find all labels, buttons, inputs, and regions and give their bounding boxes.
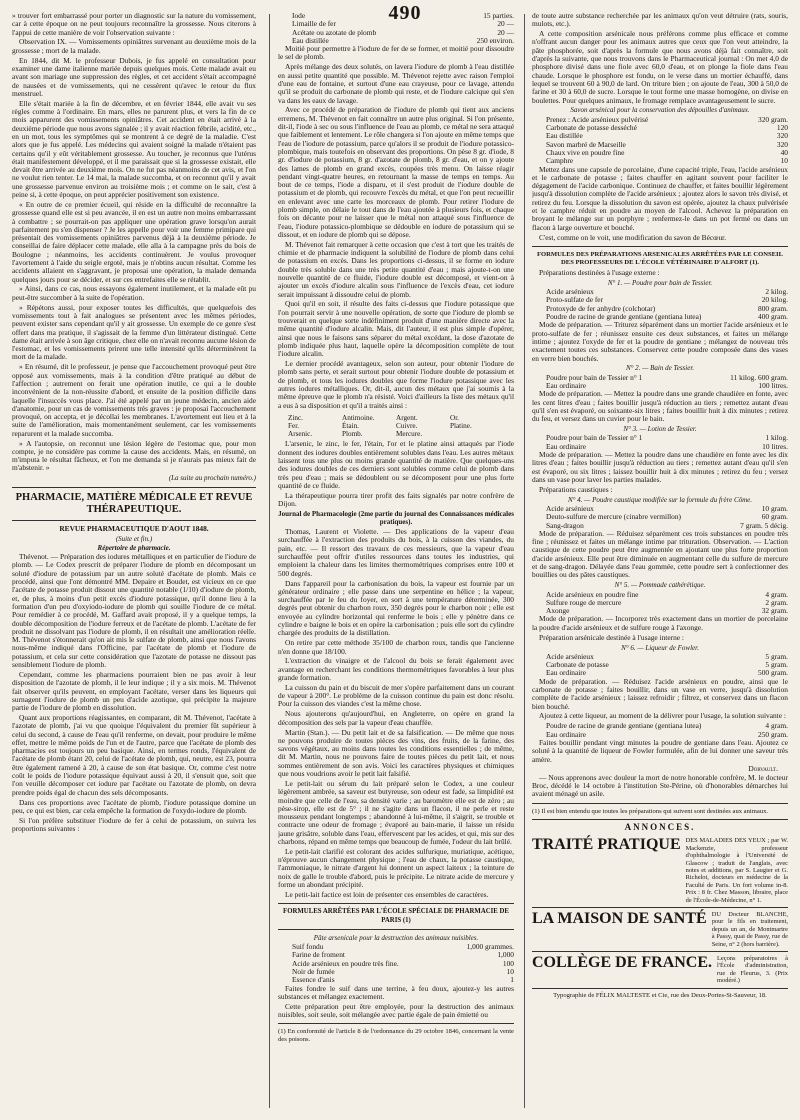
printer-line: Typographie de FÉLIX MALTESTE et Cie, rue des Deux-Portes-St-Sauveur, 18. — [553, 991, 767, 999]
recipe-line: Axonge 32 gram. — [546, 606, 788, 616]
paragraph: La thérapeutique pourra tirer profit des faits signalés par notre confrère de Dijon. — [278, 490, 514, 509]
paragraph: Le dernier procédé avantageux, selon son auteur, pour obtenir l'iodure de plomb sans perte, et serait surtout pour obtenir l'iodure double de potassium et de plomb, et tous les iodures doubles que forme l'iodure potassique avec les autres iodures métalliques. Or, dit-il, aucun des métaux que j'ai soumis à la même épreuve que le plomb n'a résisté. Voici d'ailleurs la liste des métaux qu'il a eus à sa disposition et qu'il a traités ainsi : — [278, 359, 514, 410]
recipe-line: Eau ordinaire 10 litres. — [546, 441, 788, 451]
metal-item: Or. — [450, 413, 459, 422]
paragraph: Elle s'était mariée à la fin de décembre, et en février 1844, elle avait vu ses règles comme à l'ordinaire. En mars, elles ne parurent plus, et vers la fin de ce mois apparurent des vomissements opiniâtres. Cet accident en était arrivé à la deuxième période que nous avons signalée ; il y avait réaction fébrile, acidité, etc., en un mot, tous les symptômes qui se montrent à ce degré de la maladie. C'est alors que je fus appelé. Les médecins qui avaient soigné la malade n'étaient pas certains qu'il y eût véritablement grossesse. Au toucher, je reconnus que l'utérus était manifestement développé, et il me paraissait que si la grossesse existait, elle devait être arrivée au deuxième mois. On ne fut pas néanmoins de cet avis, et l'on ne voulut rien tenter. Le 14 mai, la malade succomba, et on reconnut qu'il y avait une grossesse parvenue environ au troisième mois ; et comme on le sait, c'est à peine si, à cette époque, on peut apprécier positivement son existence. — [12, 98, 256, 200]
divider — [278, 1023, 514, 1024]
repertoire-heading: Répertoire de pharmacie. — [97, 543, 171, 552]
revue-title: REVUE PHARMACEUTIQUE D'AOUT 1848. — [59, 523, 209, 533]
recipe-line: Carbonate de potasse desséché 120 — [546, 123, 788, 133]
paragraph: La cuisson du pain et du biscuit de mer s'opère parfaitement dans un courant de vapeur à 200°. Le problème de la cuisson continue du pain est donc résolu. Pour la cuisson des viandes c'est la même chose. — [278, 682, 514, 709]
paragraph: Avec ce procédé de préparation de l'iodure de plomb qui tient aux anciens erremens, M. Thévenot en fait connaître un autre plus original. Si l'on présente, dit-il, l'iode à sec ou sous l'influence de l'eau au plomb, ce métal ne sera attaqué que faiblement et lentement. Le rôle changera si l'on ajoute en même temps que l'eau de l'iodure de potassium, parce qu'alors il se produit de l'iodure potassico-plombique, mais toutefois en observant des proportions. On pèse 8 gr. d'iode, 8 gr. d'iodure de potassium, 8 gr. d'azotate de plomb, 8 gr. d'eau, et on y ajoute des lames de plomb en grand excès, coupées très menu. On laisse réagir pendant vingt-quatre heures, en retournant la masse de temps en temps. Au bout de ce temps, l'iode a disparu, et il s'est produit de l'iodure double de potassium et de plomb, qui recouvre l'excès du métal, et que l'on peut recueillir en enlevant avec une carte les morceaux de plomb. Pour retirer l'iodure de plomb simple, on délaie le tout dans de l'eau ajoutée à plusieurs fois, et chaque fois on décante pour ne laisser que le métal non attaqué sous l'influence de l'eau, l'iodure potassico-plombique se dédouble en iodure de potassium qui se dissout, et en iodure de plomb qui se dépose. — [278, 105, 514, 239]
paragraph: Mode de préparation. — Incorporez très exactement dans un mortier de porcelaine la poudre d'acide arsénieux et de sulfure rouge à l'axonge. — [532, 614, 788, 632]
paragraph: de toute autre substance recherchée par les animaux qu'on veut détruire (rats, souris, mulots, etc.). — [532, 12, 788, 29]
recipe-savon — [532, 116, 788, 166]
column-middle — [278, 12, 514, 1108]
revue-subtitle: (Suite et fin.) — [115, 534, 153, 543]
ad-traite — [532, 834, 788, 908]
recipe-line: Poudre de racine de grande gentiane (gentiana lutea) 400 gram. — [546, 312, 788, 322]
paragraph: L'extraction du vinaigre et de l'alcool du bois se ferait également avec avantage en recherchant les conditions thermométriques favorables à leur plus grande formation. — [278, 656, 514, 682]
paragraph: Nous ajouterons qu'aujourd'hui, en Angleterre, on opère en grand la décomposition des sels par la vapeur d'eau chauffée. — [278, 709, 514, 727]
metal-item: Mercure. — [396, 430, 423, 439]
continued-note: (La suite au prochain numéro.) — [168, 474, 256, 483]
recipe-line: Poudre pour bain de Tessier n° 1 11 kilog. 600 gram. — [546, 372, 788, 382]
paragraph: Quoi qu'il en soit, il résulte des faits ci-dessus que l'iodure potassique que l'on pourrait servir à une nouvelle opération, de sorte que l'iodure de plomb se trouverait en quelque sorte indéfiniment produit d'une manière directe avec la même quantité d'iodure alcalin. Mais, dit l'auteur, il est plus simple d'opérer, ainsi que nous le faisons sans séparer du métal excédant, la dose d'azotate de plomb indiquée plus haut, laquelle opère la décomposition complète de tout l'iodure alcalin. — [278, 299, 514, 359]
recipe-n1 — [532, 288, 788, 321]
recipe-n2 — [532, 374, 788, 391]
paragraph: Mode de préparation. — Mettez la poudre dans une chaudière en fonte avec les dix litres d'eau ; faites bouillir jusqu'à réduction au tiers ; remettez autant d'eau qu'il s'en est évaporé, ou six litres ; laissez bouillir huit à dix minutes ; retirez du feu ; versez dans un vase pour laver les parties malades. — [532, 450, 788, 484]
recipe-line: Acide arsénieux 5 gram. — [546, 651, 788, 661]
signature: Dorvault. — [748, 764, 778, 774]
divider — [278, 929, 514, 930]
paragraph: Mode de préparation. — Réduisez séparément ces trois substances en poudre très fine ; réunissez et faites un mélange intime par trituration. Observation. — L'action caustique de cette poudre peut être augmentée en ajoutant une plus forte proportion d'acide arsénieux. Elle peut être diminuée en augmentant celle du sulfure de mercure et de sang-dragon. Délayée dans l'eau gommée, cette poudre sert à confectionner des bouillies ou des pâtes caustiques. — [532, 528, 788, 580]
paragraph: » trouver fort embarrassé pour porter un diagnostic sur la nature du vomissement, car à cette époque on ne peut toujours reconnaître la grossesse. Nous citerons à l'appui de cette manière de voir l'observation suivante : — [12, 12, 256, 37]
paragraph: » Répétons aussi, pour exposer toutes les difficultés, que quelquefois des vomissements tout à fait analogues se présentent avec les mêmes périodes, peuvent exister sans cependant qu'il y ait grossesse. Un exemple de ce genre s'est offert dans ma pratique, il s'agissait de la femme d'un littérateur distingué. Cette dame était arrivée à son âge critique, chez elle on n'avait reconnu aucune lésion de l'estomac, et les vomissements prirent une telle intensité qu'ils déterminèrent la mort de la malade. — [12, 302, 256, 362]
paragraph: Mode de préparation. — Mettez la poudre dans une grande chaudière en fonte, avec les cent litres d'eau ; faites bouillir jusqu'à réduction au tiers ; remettez autant d'eau qu'il s'en est évaporé, ou soixante-six litres ; faites bouillir huit à dix minutes ; retirez du feu, et versez dans un cuvier pour le bain. — [532, 389, 788, 424]
recipe-line: Eau distillée 320 — [546, 131, 788, 141]
recipe-line: Savon marbré de Marseille 320 — [546, 139, 788, 149]
paragraph: Le petit-lait clarifié est colorant des acides sulfurique, muriatique, acétique, n'éprouve aucun changement physique ; l'eau de chaux, la potasse caustique, l'ammoniaque, le nitrate d'argent lui donnent un aspect laiteux ; la teinture de noix de galle le trouble d'abord, puis le précipite. Le nitrate acide de mercure y forme un abondant précipité. — [278, 846, 514, 890]
paragraph: Si l'on préfère substituer l'iodure de fer à celui de potassium, on suivra les proportions suivantes : — [12, 815, 256, 834]
metal-item: Plomb. — [342, 430, 363, 439]
recipe-line: Farine de froment 1,000 — [292, 950, 514, 960]
paragraph: Mettez dans une capsule de porcelaine, d'une capacité triple, l'eau, l'acide arsénieux et le carbonate de potasse ; faites chauffer en agitant souvent pour faciliter le dégagement de l'acide carbonique. Continuez de chauffer, et faites bouillir légèrement jusqu'à dissolution complète de l'acide arsénieux ; ajoutez alors le savon très divisé, et retirez du feu. Lorsque la dissolution du savon est opérée, ajoutez la chaux pulvérisée et le camphre réduit en poudre au moyen de l'alcool. Achevez la préparation en broyant le mélange sur un porphyre ; renfermez-le dans un pot fermé ou dans un flacon à large ouverture et bouché. — [532, 164, 788, 232]
recipe-line: Acétate ou azotate de plomb 20 — — [292, 27, 514, 37]
column-left — [12, 12, 256, 1108]
paragraph: Mode de préparation. — Réduisez l'acide arsénieux en poudre, ainsi que le carbonate de potasse ; faites bouillir, dans un vase en verre, jusqu'à dissolution complète de l'acide arsénieux ; laissez refroidir ; filtrez, et conservez dans un flacon bien bouché. — [532, 676, 788, 711]
recipe-line: Protoxyde de fer anhydre (colchotar) 800 gram. — [546, 303, 788, 313]
recipe-title: Pâte arsenicale pour la destruction des animaux nuisibles. — [313, 933, 479, 942]
paragraph: Ajoutez à cette liqueur, au moment de la délivrer pour l'usage, la solution suivante : — [539, 711, 786, 721]
section-rule — [12, 487, 256, 488]
column-divider — [524, 14, 525, 1108]
paragraph: — Nous apprenons avec douleur la mort de notre honorable confrère, M. le docteur Broc, décédé le 14 octobre à l'institution Ste-Périne, où d'honorables démarches lui avaient ménagé un asile. — [532, 772, 788, 799]
paragraph: » Ainsi, dans ce cas, nous essayons également inutilement, et la malade eût pu peut-être succomber à la suite de l'opération. — [12, 284, 256, 302]
recipe-n3 — [532, 434, 788, 451]
formules-heading: FORMULES ARRÊTÉES PAR L'ÉCOLE SPÉCIALE DE PHARMACIE DE PARIS (1) — [283, 908, 509, 924]
ad-title: LA MAISON DE SANTÉ — [532, 909, 707, 927]
section-title: PHARMACIE, MATIÈRE MÉDICALE ET REVUE THÉRAPEUTIQUE. — [15, 491, 253, 515]
paragraph: Faites fondre le suif dans une terrine, à feu doux, ajoutez-y les autres substances et mélangez exactement. — [278, 983, 514, 1001]
metal-item: Étain. — [342, 421, 359, 430]
recipe-line: Chaux vive en poudre fine 40 — [546, 147, 788, 157]
paragraph: » A l'autopsie, on reconnut une lésion légère de l'estomac que, pour mon compte, je ne considère pas comme la cause des accidents. Mais, en résumé, on m'imputa le résultat fâcheux, et l'on me demanda si je n'aurais pas mieux fait de m'abstenir. » — [12, 438, 256, 473]
recipe-n6 — [532, 653, 788, 678]
metal-item: Cuivre. — [396, 421, 418, 430]
paragraph: En 1844, dit M. le professeur Dubois, je fus appelé en consultation pour examiner une dame italienne mariée depuis quelques mois. Cette malade avait eu avant son mariage une suppression des règles, et cet accident s'était accompagné de nausées et de vomissements, qui ne cessèrent qu'avec le retour du flux menstruel. — [12, 55, 256, 98]
column-divider — [269, 14, 270, 1108]
recipe-line: Essence d'anis 1 — [292, 975, 514, 985]
recipe-iodure — [278, 12, 514, 45]
recipe-line: Carbonate de potasse 5 gram. — [546, 660, 788, 670]
ad-college — [532, 952, 788, 989]
column-right — [532, 12, 788, 1108]
recipe-title: N° 6. — Liqueur de Fowler. — [621, 643, 699, 652]
divider — [532, 803, 788, 804]
recipe-n5 — [532, 591, 788, 616]
paragraph: Préparations destinées à l'usage externe : — [539, 267, 660, 277]
recipe-line: Poudre de racine de grande gentiane (gentiana lutea) 4 gram. — [546, 721, 788, 731]
observation-title: Observation IX. — Vomissements opiniâtres survenant au deuxième mois de la grossesse ; mort de la malade. — [12, 37, 256, 55]
ads-title: ANNONCES. — [624, 822, 696, 833]
journal-heading: Journal de Pharmacologie (2me partie du journal des Connaissances médicales pratiques). — [278, 509, 514, 527]
footnote: (1) Il est bien entendu que toutes les préparations qui suivent sont destinées aux animaux. — [532, 807, 769, 815]
formules-heading: FORMULES DES PRÉPARATIONS ARSENICALES ARRÊTÉES PAR LE CONSEIL DES PROFESSEURS DE L'ÉCOLE VÉTÉRINAIRE D'ALFORT (1). — [536, 250, 784, 267]
recipe-line: Sang-dragon 7 gram. 5 décig. — [546, 520, 788, 530]
paragraph: Faites bouillir pendant vingt minutes la poudre de gentiane dans l'eau. Ajoutez ce soluté à la quantité de liqueur de Fowler formulée, afin de lui donner une saveur très amère. — [532, 737, 788, 764]
recipe-n4 — [532, 505, 788, 530]
paragraph: Mode de préparation. — Triturez séparément dans un mortier l'acide arsénieux et le proto-sulfate de fer ; réunissez ensuite ces deux substances, et faites un mélange intime ; ajoutez l'oxyde de fer et la poudre de gentiane ; mélangez de nouveau très exactement toutes ces substances. Conservez cette poudre composée dans des vases en verre bien bouchés. — [532, 320, 788, 363]
paragraph: Préparation arsénicale destinée à l'usage interne : — [539, 632, 684, 642]
recipe-line: Acide arsénieux en poudre très fine. 100 — [292, 958, 514, 968]
ad-text: Leçons préparatoires à l'École d'administration, rue de Fleurus, 3. (Prix modéré.) — [717, 955, 788, 985]
paragraph: » En résumé, dit le professeur, je pense que l'accouchement provoqué peut être opposé aux vomissements, mais à la condition d'être pratiqué au début de l'affection ; autrement on ferait une opération inutile, ce qui a le double inconvénient de la non-réussite d'abord, et ensuite de la position difficile dans laquelle l'insuccès vous place. J'ai été appelé par un jeune médecin, ancien aide d'anatomie, pour un cas de vomissements très graves : je proposai l'accouchement provoqué, on accepta, et je décollai les membranes. L'avortement eut lieu et à la suite de l'amélioration, mais momentanément seulement, car les vomissements reparurent et la malade succomba. — [12, 362, 256, 438]
recipe-line: Acide arsénieux 2 kilog. — [546, 287, 788, 297]
paragraph: « En outre de ce premier écueil, qui réside en la difficulté de reconnaître la grossesse quand elle est si peu avancée, il en est un autre non moins embarrassant à combattre ; se pourrait-on pas appliquer une opération grave lorsqu'on aurait parfaitement pu s'en dispenser ? Je les appelle pour voir une femme primipare qui présentait des vomissements opiniâtres parvenus déjà à la deuxième période. Je conseillai de faire déplacer cette malade, elle alla à la campagne près du bois de Boulogne ; néanmoins, les accidents continuèrent. Je voulus provoquer l'avortement à l'aide du seigle ergoté, mais je n'obtins aucun résultat. Comme les accidents allaient en s'aggravant, je proposai une opération, la malade demanda quelques jours pour se décider, et sur ces entrefaites elle se rétablit. — [12, 199, 256, 284]
paragraph: Cette préparation peut être employée, pour la destruction des animaux nuisibles, soit seule, soit mélangée avec partie égale de pain émietté ou — [278, 1001, 514, 1020]
ad-title: TRAITÉ PRATIQUE — [532, 836, 681, 854]
footnote: (1) En conformité de l'article 8 de l'ordonnance du 29 octobre 1846, concernant la vente des poisons. — [278, 1028, 514, 1043]
paragraph: Thévenot. — Préparation des iodures métalliques et en particulier de l'iodure de plomb. — Le Codex prescrit de préparer l'iodure de plomb en décomposant un soluté d'iodure de potassium par un autre soluté d'acétate de plomb. Mais ce procédé, ainsi que l'ont démontré MM. Depaire et Boudet, est vicieux en ce que l'acétate de potasse produit dissout une quantité notable (1/10) d'iodure de plomb, et, de plus, à moins d'un petit excès d'iodure potassique, qu'il donne lieu à la formation d'un peu d'oxyiodo-iodure de plomb qui souille l'iodure de ce métal. Pour remédier à ce procédé, M. Gaffard avait proposé, il y a quelque temps, la double décomposition de l'iodure ferreux et de l'acétate de plomb. L'acétate de fer produit ne dissolvant pas l'iodure de plomb, il en résultait une amélioration réelle. M. Thévenot s'étonnerait qu'on ait mis le sulfate de plomb, ainsi que nous l'avons nous-même indiqué dans l'Officine, par l'acétate de plomb et l'iodure de potassium, et cela sur cette considération que l'azotate de potasse ne dissout pas sensiblement l'iodure de plomb. — [12, 552, 256, 670]
paragraph: Préparations caustiques : — [539, 484, 613, 494]
paragraph: On retire par cette méthode 35/100 de charbon roux, tandis que l'ancienne n'en donne que 18/100. — [278, 638, 514, 656]
ad-text: DU Docteur BLANCHE, pour le fils en traitement, depuis un an, de Montmartre à Passy, quai de Passy, rue de Seine, n° 2 (hors barrière). — [711, 910, 788, 948]
paragraph: C'est, comme on le voit, une modification du savon de Bécœur. — [539, 232, 727, 242]
metal-item: Argent. — [396, 413, 418, 422]
paragraph: Martin (Stan.). — Du petit lait et de sa falsification. — De même que nous ne pouvons produire de toutes pièces des vins, des fruits, de la farine, des savons végétaux, au moins dans toutes les conditions essentielles ; de même, dit M. Martin, nous ne pouvons faire de toutes pièces du petit lait, et nous sommes entièrement de son avis. Voici les caractères physiques et chimiques que nous voudrions avoir le petit lait falsifié. — [278, 727, 514, 779]
paragraph: M. Thévenot fait remarquer à cette occasion que c'est à tort que les traités de chimie et de pharmacie indiquent la solubilité de l'iodure de plomb dans celui de potassium en excès. Dans les proportions ci-dessus, il se forme en iodure double très soluble dans une très petite quantité d'eau ; mais ajoute-t-on une nouvelle quantité de ce fluide, l'iodure double est décomposé, et vient-on à ajouter un excès d'iodure alcalin sous l'influence de l'excès d'eau, cet iodure serait impuissant à dissoudre celui de plomb. — [278, 239, 514, 299]
recipe-title: N° 3. — Lotion de Tessier. — [623, 425, 697, 434]
paragraph: Dans ces proportions avec l'acétate de plomb, l'iodure potassique domine un peu, ce qui est bien, car cela empêche la formation de l'oxydo-iodure de plomb. — [12, 797, 256, 815]
page-number: 490 — [388, 2, 422, 24]
recipe-line: Deuto-sulfure de mercure (cinabre vermillon) 60 gram. — [546, 512, 788, 522]
recipe-line: Eau ordinaire 100 litres. — [546, 381, 788, 391]
paragraph: Le petit-lait factice est loin de présenter ces ensembles de caractères. — [285, 889, 489, 899]
recipe-line: Prenez : Acide arsénieux pulvérisé 320 gram. — [546, 114, 788, 124]
recipe-line: Proto-sulfate de fer 20 kilog. — [546, 295, 788, 305]
divider — [12, 520, 256, 521]
recipe-line: Acide arsénieux 10 gram. — [546, 503, 788, 513]
paragraph: A cette composition arsénicale nous préférons comme plus efficace et comme n'offrant aucun danger pour les animaux autres que ceux que l'on veut atteindre, la pâte phosphorée, soit d'après la formule que nous avons déjà fait connaître, soit d'après la suivante, que nous trouvons dans le Pharmaceutical journal : On met 4,0 de phosphore divisé dans une fiole avec 60,0 d'eau, et on plonge la fiole dans l'eau chaude. Lorsque le phosphore est fondu, on le verse dans un mortier échauffé, dans lequel se trouvent 60 à 90,0 de lard. On triture bien ; on ajoute de l'eau, 300 à 50,0 de farine et 30 à 60,0 de sucre. Lorsque le tout forme une masse homogène, on divise en boulettes. Pour quelques animaux, le fromage remplace avantageusement le sucre. — [532, 29, 788, 105]
recipe-line: Noir de fumée 10 — [292, 967, 514, 977]
metal-item: Platine. — [450, 421, 472, 430]
paragraph: Le petit-lait ou sérum du lait préparé selon le Codex, a une couleur légèrement ambrée, sa saveur est butyreuse, son odeur est fade, sa limpidité est moindre que celle de l'eau, sa densité varie ; au baromètre elle est de zéro ; au pèse-sirop, elle est de 5° ; il ne s'agite dans un flacon, il ne perle et reste mousseux pendant longtemps ; abandonné à lui-même, il s'aigrit, se trouble et contracte une odeur de fromage ; évaporé au bain-marie, il laisse un résidu jaune grisâtre, soluble dans l'eau, effervescent par les acides, et qui, mis sur des charbons, répand en même temps que beaucoup de fumée, l'odeur du lait brûlé. — [278, 778, 514, 846]
ad-title: COLLÈGE DE FRANCE. — [532, 954, 713, 972]
recipe-line: Acide arsénieux en poudre fine 4 gram. — [546, 589, 788, 599]
metals-list — [278, 412, 514, 441]
recipe-line: Limaille de fer 20 — — [292, 19, 514, 29]
paragraph: Dans l'appareil pour la carbonisation du bois, la vapeur est fournie par un générateur ordinaire ; elle passe dans une serpentine en hélice ; la vapeur, surchauffée par le feu du foyer, en sort à une température déterminée, 300 degrés peut obtenir du charbon roux, 350 degrés pour le charbon noir ; elle est envoyée au cylindre horizontal qui renferme le bois ; elle y pénètre dans ce cylindre e baigne le bois et en opère la carbonisation ; puis elle sort du cylindre chargée des produits de la distillation. — [278, 578, 514, 638]
recipe-line: Camphre 10 — [546, 156, 788, 166]
metal-item: Antimoine. — [342, 413, 375, 422]
paragraph: Quant aux proportions réagissantes, en comparant, dit M. Thévenot, l'acétate à l'azotate de plomb, j'ai vu que quoique l'équivalent du premier fût supérieur à celui du second, à cause de l'eau qu'il renferme, on devait, pour produire le même effet, mettre le même poids de l'un et de l'autre, parce que l'acétate de plomb des pharmacies est toujours un peu basique. Ainsi, en termes ronds, l'équivalent de l'acétate de plomb étant 20, celui de l'acétate de plomb, qui, neutre, est 23, pourra être également ramené à 20, à cause de son état basique. Or, comme c'est notre coût le poids de l'iodure potassique équivaut aussi à 20, il s'ensuit que, soit que l'on veuille décomposer cet iodure par l'acétate ou l'azotate de plomb, on devra prendre poids égal de chacun des sels décomposants. — [12, 712, 256, 797]
recipe-pate — [278, 943, 514, 984]
recipe-line: Sulfure rouge de mercure 2 gram. — [546, 597, 788, 607]
section-rule — [532, 819, 788, 820]
recipe-line: Poudre pour bain de Tessier n° 1 1 kilog. — [546, 433, 788, 443]
paragraph: Cependant, comme les pharmaciens pourraient bien ne pas avoir à leur disposition de l'azotate de plomb, il le leur indique ; il y a six mois. M. Thévenot fait observer qu'ils peuvent, en employant l'acétate, verser dans les liqueurs qui surnagent l'iodure de plomb un peu d'acide azotique, qui précipite la majeure partie de l'iodure de plomb en dissolution. — [12, 669, 256, 713]
metal-item: Fer. — [288, 421, 299, 430]
recipe-line: Eau distillée 250 environ. — [292, 35, 514, 45]
divider — [278, 903, 514, 904]
metal-item: Zinc. — [288, 413, 303, 422]
recipe-title: N° 5. — Pommade cathérétique. — [614, 581, 706, 590]
paragraph: Moitié pour permettre à l'iodure de fer de se former, et moitié pour dissoudre le sel de plomb. — [278, 44, 514, 62]
metal-item: Arsenic. — [288, 430, 313, 439]
recipe-n6b — [532, 722, 788, 739]
paragraph: Après mélange des deux solutés, on lavera l'iodure de plomb à l'eau distillée en aussi petite quantité que possible. M. Thévenot rejette avec raison l'emploi d'une eau de fontaine, et surtout d'une eau crayeuse, pour ce lavage, attendu qu'il se produit du carbonate de plomb qui reste, et de l'iodure calcique qui s'en va dans les eaux de lavage. — [278, 62, 514, 105]
recipe-line: Iode 15 parties. — [292, 12, 514, 20]
recipe-line: Suif fondu 1,000 grammes. — [292, 942, 514, 952]
recipe-line: Eau ordinaire 500 gram. — [546, 668, 788, 678]
paragraph: L'arsenic, le zinc, le fer, l'étain, l'or et le platine ainsi attaqués par l'iode donnent des iodures doubles entièrement solubles dans l'eau. Les autres métaux laissent tous une plus ou moins grande quantité de matière. Que quelques-uns des iodures doubles de ces derniers sont solubles comme celui de plomb dans très peu d'eau ; mais se dédoublent ou se décomposent pour une plus forte quantité de ce fluide. — [278, 439, 514, 490]
recipe-title: N° 1. — Poudre pour bain de Tessier. — [607, 278, 713, 287]
ad-text: DES MALADIES DES YEUX ; par W. Mackenzie, professeur d'ophthalmologie à l'Université de Glascow ; traduit de l'anglais, avec notes et additions, par S. Laugier et G. Richelot, docteurs en médecine de la Faculté de Paris. Un fort volume in-8. Prix : 8 fr. Chez Masson, libraire, place de l'École-de-Médecine, n° 1. — [685, 837, 788, 904]
ad-maison — [532, 908, 788, 952]
recipe-title: Savon arsénical pour la conservation des dépouilles d'animaux. — [570, 106, 750, 115]
recipe-title: N° 2. — Bain de Tessier. — [625, 364, 695, 373]
recipe-title: N° 4. — Poudre caustique modifiée sur la formule du frère Côme. — [567, 495, 753, 504]
paragraph: Thomas, Laurent et Violette. — Des applications de la vapeur d'eau surchauffée à l'extraction des produits du bois, à la cuisson des viandes, du pain, etc. — Il ressort des travaux de ces messieurs, que la vapeur d'eau surchauffée peut offrir d'utiles ressources dans toutes les industries, qui emploient la chaleur dans les limites thermométriques comprises entre 100 et 500 degrés. — [278, 527, 514, 578]
recipe-line: Eau ordinaire 250 gram. — [546, 729, 788, 739]
divider — [532, 246, 788, 247]
